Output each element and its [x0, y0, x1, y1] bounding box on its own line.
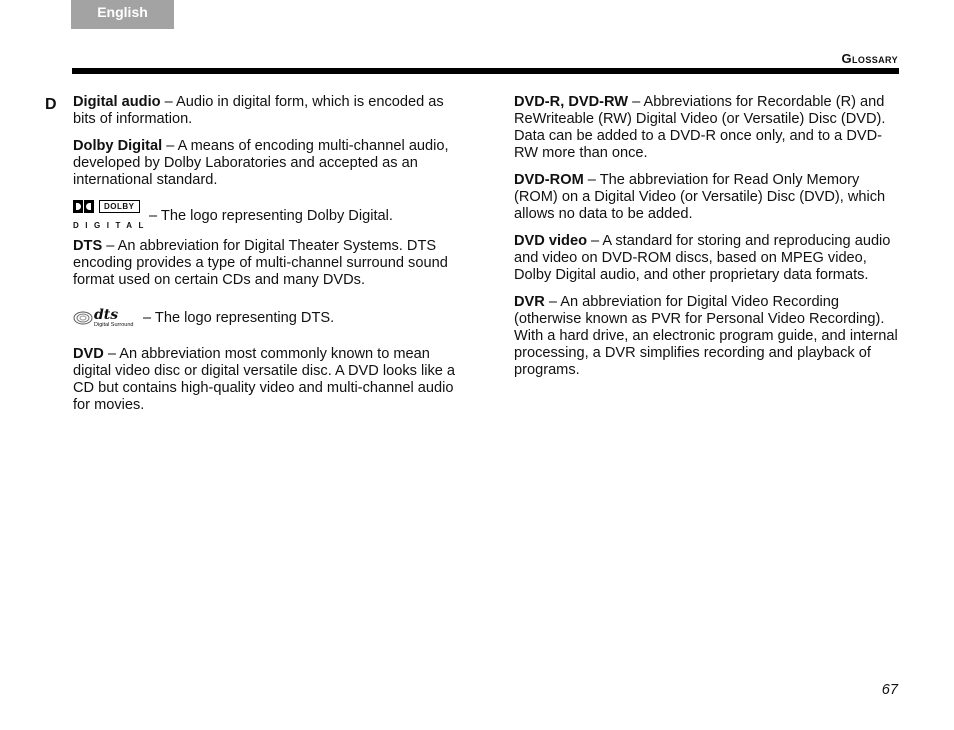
term: DVR [514, 294, 545, 310]
dolby-digital-logo [73, 199, 150, 234]
dolby-logo-word: DOLBY [99, 200, 140, 213]
definition: – An abbreviation for Digital Video Recording (otherwise known as PVR for Personal Video Recording). With a hard drive, an electronic program guide, and internal processing, a DVR simplifies recording and playback of programs. [514, 294, 898, 378]
header-rule [72, 68, 899, 74]
glossary-letter-marker: D [45, 96, 57, 113]
definition: – Abbreviations for Recordable (R) and ReWriteable (RW) Digital Video (or Versatile) Disc (DVD). Data can be added to a DVD-R once only, and to a DVD-RW more than once. [514, 94, 886, 161]
term: DVD video [514, 233, 587, 249]
section-title: Glossary [841, 51, 898, 66]
dts-disc-icon [73, 311, 93, 325]
term: DVD-ROM [514, 172, 584, 188]
definition: – An abbreviation for Digital Theater Systems. DTS encoding provides a type of multi-channel surround sound format used on certain CDs and many DVDs. [73, 238, 448, 288]
dolby-logo-subword: DIGITAL [73, 220, 150, 230]
dts-logo-row [73, 306, 458, 330]
dts-logo-subword: Digital Surround [94, 321, 134, 328]
dts-logo [73, 306, 137, 328]
double-d-icon [84, 200, 94, 213]
term: DVD-R, DVD-RW [514, 94, 629, 110]
right-column [514, 94, 899, 389]
definition: – The abbreviation for Read Only Memory (ROM) on a Digital Video (or Versatile) Disc (DVD), which allows no data to be added. [514, 172, 886, 222]
language-tab: English [71, 0, 174, 29]
dolby-logo-row [73, 203, 458, 229]
term: Dolby Digital [73, 138, 163, 154]
entry-dvr [514, 294, 899, 379]
entry-dvd [73, 346, 458, 414]
definition: – A means of encoding multi-channel audio, developed by Dolby Laboratories and accepted as an international standard. [73, 138, 449, 188]
entry-dvd-video [514, 233, 899, 284]
definition: – Audio in digital form, which is encoded as bits of information. [73, 94, 444, 127]
term: DVD [73, 346, 104, 362]
definition: – An abbreviation most commonly known to mean digital video disc or digital versatile disc. A DVD looks like a CD but contains high-quality video and multi-channel audio for movies. [73, 346, 456, 413]
dts-logo-caption: – The logo representing DTS. [143, 309, 335, 326]
dolby-logo-caption: – The logo representing Dolby Digital. [149, 207, 393, 224]
double-d-icon [73, 200, 83, 213]
term: Digital audio [73, 94, 161, 110]
entry-dts [73, 238, 458, 289]
page-number: 67 [881, 682, 898, 698]
left-column [73, 94, 458, 424]
definition: – A standard for storing and reproducing audio and video on DVD-ROM discs, based on MPEG video, Dolby Digital audio, and other proprietary data formats. [514, 233, 891, 283]
term: DTS [73, 238, 103, 254]
entry-digital-audio [73, 94, 458, 128]
dts-logo-word: dts [94, 306, 119, 323]
entry-dolby-digital [73, 138, 458, 189]
entry-dvd-r [514, 94, 899, 162]
entry-dvd-rom [514, 172, 899, 223]
